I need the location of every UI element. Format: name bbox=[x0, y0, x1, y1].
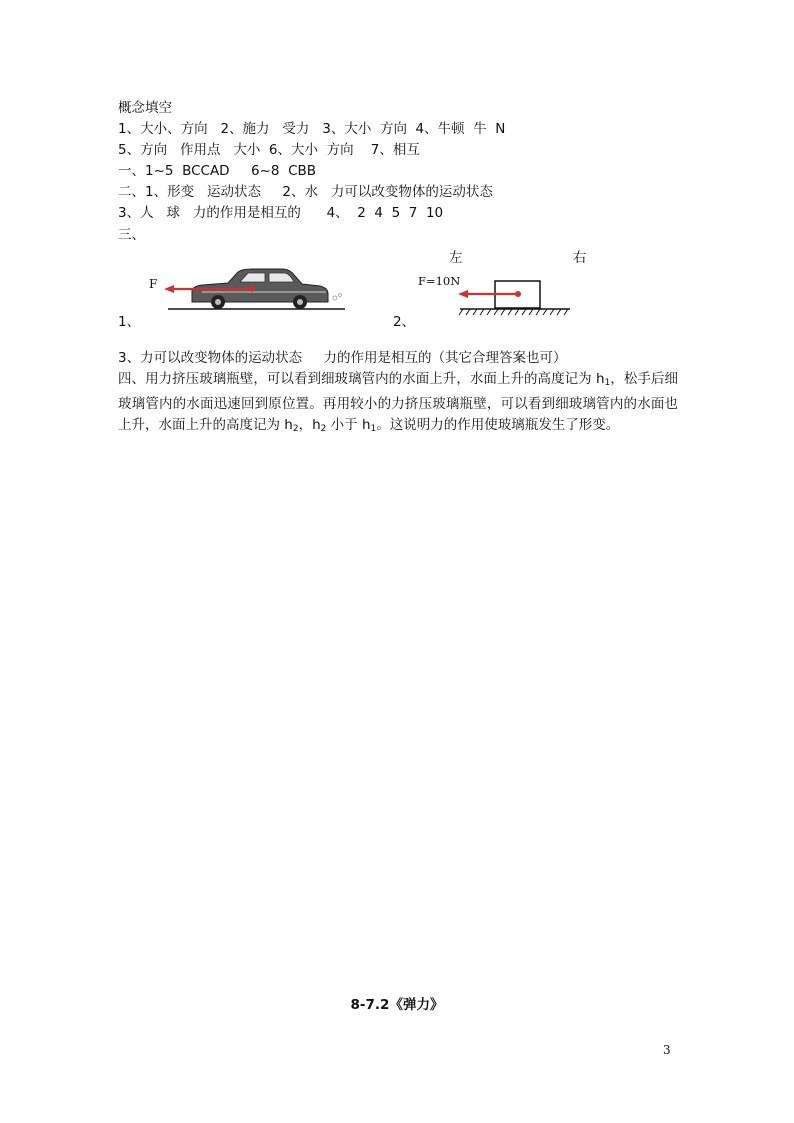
answer-line-6: 三、 bbox=[118, 227, 145, 243]
answer-line-5: 3、人 球 力的作用是相互的 4、 2 4 5 7 10 bbox=[118, 205, 444, 221]
force-point bbox=[515, 291, 521, 297]
figure-2-block-diagram bbox=[455, 272, 575, 320]
answer-line-1: 1、大小、方向 2、施力 受力 3、大小 方向 4、牛顿 牛 N bbox=[118, 121, 506, 137]
answer-line-3: 一、1~5 BCCAD 6~8 CBB bbox=[118, 163, 317, 179]
answer-line-4: 二、1、形变 运动状态 2、水 力可以改变物体的运动状态 bbox=[118, 184, 493, 200]
arrow-head bbox=[164, 285, 174, 293]
arrow-head bbox=[458, 290, 468, 298]
heading: 概念填空 bbox=[118, 100, 172, 116]
answer-line-2: 5、方向 作用点 大小 6、大小 方向 7、相互 bbox=[118, 142, 420, 158]
force-label-10n: F=10N bbox=[418, 274, 461, 288]
right-label: 右 bbox=[573, 250, 587, 266]
answer-line-7: 3、力可以改变物体的运动状态 力的作用是相互的（其它合理答案也可） bbox=[118, 350, 567, 366]
force-point bbox=[249, 286, 255, 292]
figure-1-label: 1、 bbox=[118, 314, 141, 330]
figure-2-label: 2、 bbox=[393, 314, 416, 330]
paragraph-four: 四、用力挤压玻璃瓶壁，可以看到细玻璃管内的水面上升，水面上升的高度记为 $h_1$，松手后细玻璃管内的水面迅速回到原位置。再用较小的力挤压玻璃瓶壁，可以看到细玻璃管内的水面也上升，水面上升的高度记为 $h_2$，$h_2$ 小于 $h_1$。这说明力的作用使玻璃瓶发生了形变。 bbox=[118, 371, 678, 434]
section-title: 8-7.2《弹力》 bbox=[350, 997, 444, 1013]
page-number: 3 bbox=[663, 1043, 671, 1057]
figure-1-car-diagram bbox=[140, 262, 350, 318]
left-label: 左 bbox=[449, 250, 463, 266]
force-label-f: F bbox=[149, 277, 158, 291]
